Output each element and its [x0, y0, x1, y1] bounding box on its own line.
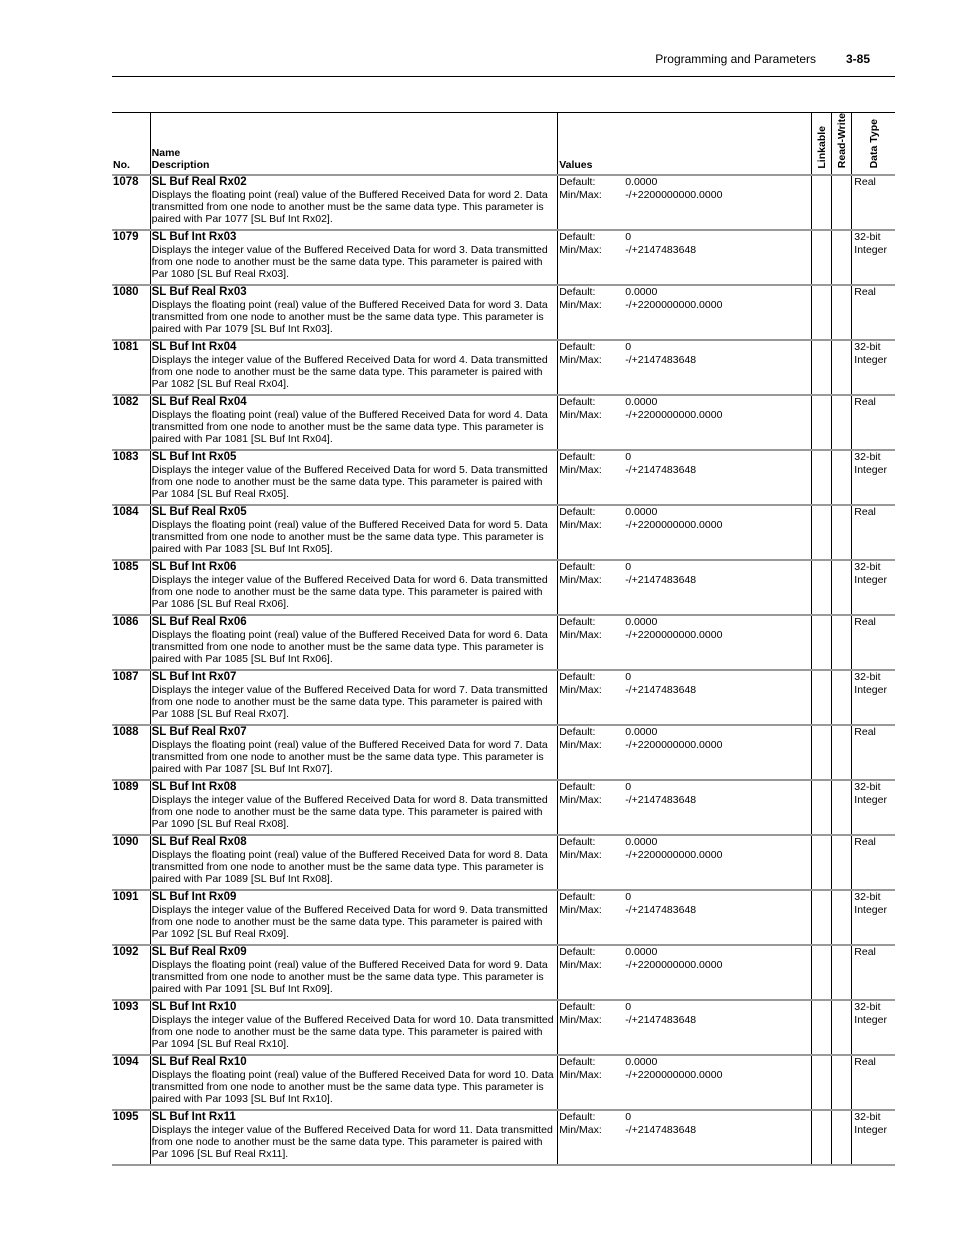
param-number: 1086	[113, 616, 139, 629]
minmax-label: Min/Max:	[559, 518, 602, 531]
data-type: Real	[852, 615, 895, 670]
table-row	[112, 1055, 895, 1110]
data-type: Real	[852, 285, 895, 340]
default-row	[559, 1001, 811, 1013]
read-write-cell	[832, 230, 852, 285]
minmax-label: Min/Max:	[559, 188, 602, 201]
default-value: 0.0000	[625, 726, 658, 739]
param-name: SL Buf Real Rx04	[151, 396, 247, 409]
table-row	[112, 505, 895, 560]
default-row	[559, 616, 811, 628]
minmax-row	[559, 1124, 811, 1136]
header-section-title: Programming and Parameters	[655, 52, 816, 66]
default-row	[559, 781, 811, 793]
read-write-cell	[832, 175, 852, 230]
param-number: 1080	[113, 286, 139, 299]
param-values	[558, 505, 812, 560]
table-row	[112, 945, 895, 1000]
column-header-values: Values	[558, 113, 812, 176]
minmax-row	[559, 904, 811, 916]
table-row	[112, 230, 895, 285]
data-type: 32-bit Integer	[852, 450, 895, 505]
linkable-cell	[812, 505, 832, 560]
read-write-cell	[832, 285, 852, 340]
default-label: Default:	[559, 1111, 596, 1124]
param-name: SL Buf Real Rx08	[151, 836, 247, 849]
default-value: 0	[625, 1001, 632, 1014]
table-row	[112, 450, 895, 505]
linkable-cell	[812, 1055, 832, 1110]
param-number: 1082	[113, 396, 139, 409]
minmax-value: -/+2147483648	[625, 793, 697, 806]
read-write-cell	[832, 1110, 852, 1165]
linkable-cell	[812, 670, 832, 725]
minmax-row	[559, 629, 811, 641]
param-values	[558, 560, 812, 615]
param-number: 1095	[113, 1111, 139, 1124]
minmax-value: -/+2200000000.0000	[625, 408, 723, 421]
default-row	[559, 286, 811, 298]
minmax-value: -/+2200000000.0000	[625, 958, 723, 971]
param-name-description	[150, 835, 558, 890]
table-row	[112, 890, 895, 945]
linkable-cell	[812, 1110, 832, 1165]
param-number: 1083	[113, 451, 139, 464]
minmax-value: -/+2200000000.0000	[625, 518, 723, 531]
param-values	[558, 670, 812, 725]
param-number: 1081	[113, 341, 139, 354]
minmax-value: -/+2200000000.0000	[625, 298, 723, 311]
minmax-label: Min/Max:	[559, 298, 602, 311]
param-description: Displays the integer value of the Buffered Received Data for word 4. Data transmitted from one node to another must be the same data type. This parameter is paired with Par 1082 [SL Buf Real Rx04].	[151, 353, 548, 391]
minmax-label: Min/Max:	[559, 903, 602, 916]
read-write-cell	[832, 670, 852, 725]
param-description: Displays the integer value of the Buffered Received Data for word 9. Data transmitted from one node to another must be the same data type. This parameter is paired with Par 1092 [SL Buf Real Rx09].	[151, 903, 548, 941]
minmax-row	[559, 849, 811, 861]
param-name: SL Buf Int Rx05	[151, 451, 237, 464]
table-row	[112, 1110, 895, 1165]
table-row	[112, 780, 895, 835]
default-row	[559, 946, 811, 958]
table-row	[112, 560, 895, 615]
table-row	[112, 1000, 895, 1055]
data-type: 32-bit Integer	[852, 780, 895, 835]
param-values	[558, 945, 812, 1000]
read-write-cell	[832, 890, 852, 945]
param-name-description	[150, 175, 558, 230]
data-type: 32-bit Integer	[852, 890, 895, 945]
linkable-cell	[812, 615, 832, 670]
linkable-cell	[812, 945, 832, 1000]
parameter-table	[112, 112, 895, 1166]
default-label: Default:	[559, 616, 596, 629]
param-values	[558, 340, 812, 395]
default-label: Default:	[559, 176, 596, 189]
data-type: Real	[852, 395, 895, 450]
minmax-value: -/+2147483648	[625, 463, 697, 476]
minmax-value: -/+2200000000.0000	[625, 1068, 723, 1081]
default-value: 0.0000	[625, 616, 658, 629]
default-value: 0.0000	[625, 506, 658, 519]
param-description: Displays the integer value of the Buffered Received Data for word 7. Data transmitted from one node to another must be the same data type. This parameter is paired with Par 1088 [SL Buf Real Rx07].	[151, 683, 548, 721]
param-values	[558, 230, 812, 285]
column-header-no: No.	[113, 159, 130, 172]
param-name-description	[150, 395, 558, 450]
table-body	[112, 175, 895, 1165]
param-description: Displays the floating point (real) value of the Buffered Received Data for word 9. Data transmitted from one node to another must be the same data type. This parameter is paired with Par 1091 [SL Buf Int Rx09].	[151, 958, 548, 996]
column-header-name: Name	[151, 147, 181, 160]
param-name: SL Buf Int Rx06	[151, 561, 237, 574]
param-name-description	[150, 945, 558, 1000]
minmax-label: Min/Max:	[559, 408, 602, 421]
column-header-data-type: Data Type	[852, 113, 895, 176]
minmax-row	[559, 1069, 811, 1081]
minmax-label: Min/Max:	[559, 573, 602, 586]
table-row	[112, 615, 895, 670]
param-description: Displays the floating point (real) value of the Buffered Received Data for word 6. Data transmitted from one node to another must be the same data type. This parameter is paired with Par 1085 [SL Buf Int Rx06].	[151, 628, 548, 666]
default-label: Default:	[559, 561, 596, 574]
param-description: Displays the floating point (real) value of the Buffered Received Data for word 2. Data transmitted from one node to another must be the same data type. This parameter is paired with Par 1077 [SL Buf Int Rx02].	[151, 188, 548, 226]
param-description: Displays the integer value of the Buffered Received Data for word 11. Data transmitted from one node to another must be the same data type. This parameter is paired with Par 1096 [SL Buf Real Rx11].	[151, 1123, 553, 1161]
param-description: Displays the integer value of the Buffered Received Data for word 8. Data transmitted from one node to another must be the same data type. This parameter is paired with Par 1090 [SL Buf Real Rx08].	[151, 793, 548, 831]
param-values	[558, 175, 812, 230]
default-row	[559, 1111, 811, 1123]
minmax-value: -/+2200000000.0000	[625, 848, 723, 861]
default-row	[559, 836, 811, 848]
minmax-row	[559, 244, 811, 256]
default-label: Default:	[559, 671, 596, 684]
param-values	[558, 1110, 812, 1165]
linkable-cell	[812, 560, 832, 615]
param-name-description	[150, 1000, 558, 1055]
data-type: 32-bit Integer	[852, 670, 895, 725]
default-row	[559, 891, 811, 903]
read-write-cell	[832, 505, 852, 560]
page-header	[112, 52, 870, 70]
default-row	[559, 726, 811, 738]
default-label: Default:	[559, 1056, 596, 1069]
default-value: 0	[625, 561, 632, 574]
linkable-cell	[812, 175, 832, 230]
table-row	[112, 285, 895, 340]
column-header-description: Description	[151, 159, 210, 172]
param-values	[558, 615, 812, 670]
param-name-description	[150, 1110, 558, 1165]
minmax-row	[559, 794, 811, 806]
minmax-value: -/+2147483648	[625, 353, 697, 366]
data-type: Real	[852, 175, 895, 230]
param-name-description	[150, 780, 558, 835]
minmax-value: -/+2147483648	[625, 1013, 697, 1026]
data-type: 32-bit Integer	[852, 340, 895, 395]
default-row	[559, 341, 811, 353]
minmax-row	[559, 464, 811, 476]
param-description: Displays the floating point (real) value of the Buffered Received Data for word 4. Data transmitted from one node to another must be the same data type. This parameter is paired with Par 1081 [SL Buf Int Rx04].	[151, 408, 548, 446]
param-name: SL Buf Real Rx07	[151, 726, 247, 739]
default-value: 0	[625, 781, 632, 794]
param-description: Displays the floating point (real) value of the Buffered Received Data for word 8. Data transmitted from one node to another must be the same data type. This parameter is paired with Par 1089 [SL Buf Int Rx08].	[151, 848, 548, 886]
minmax-row	[559, 959, 811, 971]
default-label: Default:	[559, 1001, 596, 1014]
read-write-cell	[832, 340, 852, 395]
param-values	[558, 835, 812, 890]
param-name: SL Buf Real Rx05	[151, 506, 247, 519]
default-row	[559, 561, 811, 573]
minmax-row	[559, 354, 811, 366]
default-label: Default:	[559, 836, 596, 849]
param-description: Displays the floating point (real) value of the Buffered Received Data for word 5. Data transmitted from one node to another must be the same data type. This parameter is paired with Par 1083 [SL Buf Int Rx05].	[151, 518, 548, 556]
default-label: Default:	[559, 231, 596, 244]
table-row	[112, 670, 895, 725]
default-value: 0	[625, 671, 632, 684]
read-write-cell	[832, 615, 852, 670]
param-number: 1088	[113, 726, 139, 739]
default-label: Default:	[559, 726, 596, 739]
default-value: 0.0000	[625, 946, 658, 959]
data-type: Real	[852, 1055, 895, 1110]
minmax-value: -/+2200000000.0000	[625, 188, 723, 201]
default-value: 0	[625, 341, 632, 354]
linkable-cell	[812, 450, 832, 505]
default-value: 0.0000	[625, 176, 658, 189]
table-row	[112, 395, 895, 450]
read-write-cell	[832, 945, 852, 1000]
minmax-value: -/+2200000000.0000	[625, 628, 723, 641]
param-name: SL Buf Real Rx06	[151, 616, 247, 629]
param-name: SL Buf Int Rx03	[151, 231, 237, 244]
data-type: 32-bit Integer	[852, 1000, 895, 1055]
param-description: Displays the floating point (real) value of the Buffered Received Data for word 3. Data transmitted from one node to another must be the same data type. This parameter is paired with Par 1079 [SL Buf Int Rx03].	[151, 298, 548, 336]
read-write-cell	[832, 395, 852, 450]
param-name: SL Buf Real Rx02	[151, 176, 247, 189]
linkable-cell	[812, 340, 832, 395]
minmax-label: Min/Max:	[559, 958, 602, 971]
minmax-label: Min/Max:	[559, 738, 602, 751]
header-page-number: 3-85	[845, 52, 870, 66]
data-type: 32-bit Integer	[852, 1110, 895, 1165]
table-row	[112, 175, 895, 230]
param-name: SL Buf Int Rx10	[151, 1001, 237, 1014]
param-name-description	[150, 450, 558, 505]
minmax-row	[559, 1014, 811, 1026]
param-description: Displays the floating point (real) value of the Buffered Received Data for word 7. Data transmitted from one node to another must be the same data type. This parameter is paired with Par 1087 [SL Buf Int Rx07].	[151, 738, 548, 776]
param-name-description	[150, 725, 558, 780]
linkable-cell	[812, 1000, 832, 1055]
data-type: Real	[852, 505, 895, 560]
column-header-name-description	[150, 113, 558, 176]
default-row	[559, 1056, 811, 1068]
param-name-description	[150, 670, 558, 725]
param-name-description	[150, 560, 558, 615]
default-value: 0.0000	[625, 396, 658, 409]
default-label: Default:	[559, 781, 596, 794]
param-number: 1091	[113, 891, 139, 904]
param-number: 1094	[113, 1056, 139, 1069]
param-name: SL Buf Int Rx08	[151, 781, 237, 794]
param-name: SL Buf Real Rx10	[151, 1056, 247, 1069]
default-label: Default:	[559, 891, 596, 904]
linkable-cell	[812, 890, 832, 945]
param-name-description	[150, 505, 558, 560]
minmax-value: -/+2147483648	[625, 243, 697, 256]
minmax-row	[559, 189, 811, 201]
param-name-description	[150, 615, 558, 670]
minmax-label: Min/Max:	[559, 243, 602, 256]
table-header-row	[112, 113, 895, 176]
minmax-label: Min/Max:	[559, 683, 602, 696]
linkable-cell	[812, 725, 832, 780]
column-header-read-write: Read-Write	[832, 113, 852, 176]
linkable-cell	[812, 395, 832, 450]
default-row	[559, 231, 811, 243]
default-row	[559, 506, 811, 518]
minmax-row	[559, 739, 811, 751]
default-label: Default:	[559, 451, 596, 464]
default-label: Default:	[559, 341, 596, 354]
minmax-row	[559, 299, 811, 311]
default-row	[559, 671, 811, 683]
minmax-row	[559, 574, 811, 586]
param-name: SL Buf Real Rx09	[151, 946, 247, 959]
default-value: 0	[625, 891, 632, 904]
read-write-cell	[832, 835, 852, 890]
param-name: SL Buf Real Rx03	[151, 286, 247, 299]
param-name: SL Buf Int Rx09	[151, 891, 237, 904]
column-header-linkable: Linkable	[812, 113, 832, 176]
param-description: Displays the integer value of the Buffered Received Data for word 3. Data transmitted from one node to another must be the same data type. This parameter is paired with Par 1080 [SL Buf Real Rx03].	[151, 243, 548, 281]
linkable-cell	[812, 835, 832, 890]
minmax-label: Min/Max:	[559, 353, 602, 366]
read-write-cell	[832, 450, 852, 505]
param-description: Displays the integer value of the Buffered Received Data for word 6. Data transmitted from one node to another must be the same data type. This parameter is paired with Par 1086 [SL Buf Real Rx06].	[151, 573, 548, 611]
param-values	[558, 285, 812, 340]
read-write-cell	[832, 780, 852, 835]
linkable-cell	[812, 780, 832, 835]
default-row	[559, 176, 811, 188]
param-values	[558, 725, 812, 780]
minmax-row	[559, 684, 811, 696]
param-values	[558, 1055, 812, 1110]
minmax-value: -/+2147483648	[625, 1123, 697, 1136]
param-values	[558, 395, 812, 450]
read-write-cell	[832, 1055, 852, 1110]
param-number: 1079	[113, 231, 139, 244]
param-name-description	[150, 230, 558, 285]
data-type: Real	[852, 945, 895, 1000]
data-type: 32-bit Integer	[852, 230, 895, 285]
table-row	[112, 725, 895, 780]
default-label: Default:	[559, 286, 596, 299]
param-values	[558, 890, 812, 945]
param-description: Displays the integer value of the Buffered Received Data for word 10. Data transmitted from one node to another must be the same data type. This parameter is paired with Par 1094 [SL Buf Real Rx10].	[151, 1013, 554, 1051]
default-label: Default:	[559, 396, 596, 409]
default-value: 0.0000	[625, 836, 658, 849]
param-number: 1090	[113, 836, 139, 849]
default-row	[559, 451, 811, 463]
param-values	[558, 1000, 812, 1055]
minmax-label: Min/Max:	[559, 848, 602, 861]
param-number: 1087	[113, 671, 139, 684]
param-name-description	[150, 285, 558, 340]
param-number: 1093	[113, 1001, 139, 1014]
default-value: 0.0000	[625, 1056, 658, 1069]
param-name: SL Buf Int Rx11	[151, 1111, 236, 1124]
param-number: 1092	[113, 946, 139, 959]
minmax-row	[559, 519, 811, 531]
minmax-label: Min/Max:	[559, 463, 602, 476]
table-row	[112, 835, 895, 890]
data-type: 32-bit Integer	[852, 560, 895, 615]
minmax-label: Min/Max:	[559, 1013, 602, 1026]
default-label: Default:	[559, 946, 596, 959]
minmax-row	[559, 409, 811, 421]
param-name-description	[150, 1055, 558, 1110]
minmax-value: -/+2200000000.0000	[625, 738, 723, 751]
param-values	[558, 450, 812, 505]
param-name-description	[150, 340, 558, 395]
read-write-cell	[832, 560, 852, 615]
param-name-description	[150, 890, 558, 945]
default-value: 0	[625, 451, 632, 464]
linkable-cell	[812, 230, 832, 285]
minmax-value: -/+2147483648	[625, 573, 697, 586]
minmax-value: -/+2147483648	[625, 903, 697, 916]
minmax-label: Min/Max:	[559, 1068, 602, 1081]
default-value: 0	[625, 231, 632, 244]
read-write-cell	[832, 1000, 852, 1055]
header-rule	[112, 76, 895, 77]
param-description: Displays the floating point (real) value of the Buffered Received Data for word 10. Data transmitted from one node to another must be the same data type. This parameter is paired with Par 1093 [SL Buf Int Rx10].	[151, 1068, 554, 1106]
default-value: 0	[625, 1111, 632, 1124]
param-description: Displays the integer value of the Buffered Received Data for word 5. Data transmitted from one node to another must be the same data type. This parameter is paired with Par 1084 [SL Buf Real Rx05].	[151, 463, 548, 501]
default-value: 0.0000	[625, 286, 658, 299]
table-row	[112, 340, 895, 395]
minmax-label: Min/Max:	[559, 793, 602, 806]
param-name: SL Buf Int Rx07	[151, 671, 237, 684]
param-number: 1089	[113, 781, 139, 794]
param-number: 1084	[113, 506, 139, 519]
read-write-cell	[832, 725, 852, 780]
linkable-cell	[812, 285, 832, 340]
param-values	[558, 780, 812, 835]
param-name: SL Buf Int Rx04	[151, 341, 237, 354]
minmax-value: -/+2147483648	[625, 683, 697, 696]
param-number: 1085	[113, 561, 139, 574]
default-label: Default:	[559, 506, 596, 519]
minmax-label: Min/Max:	[559, 628, 602, 641]
param-number: 1078	[113, 176, 139, 189]
default-row	[559, 396, 811, 408]
data-type: Real	[852, 835, 895, 890]
minmax-label: Min/Max:	[559, 1123, 602, 1136]
data-type: Real	[852, 725, 895, 780]
